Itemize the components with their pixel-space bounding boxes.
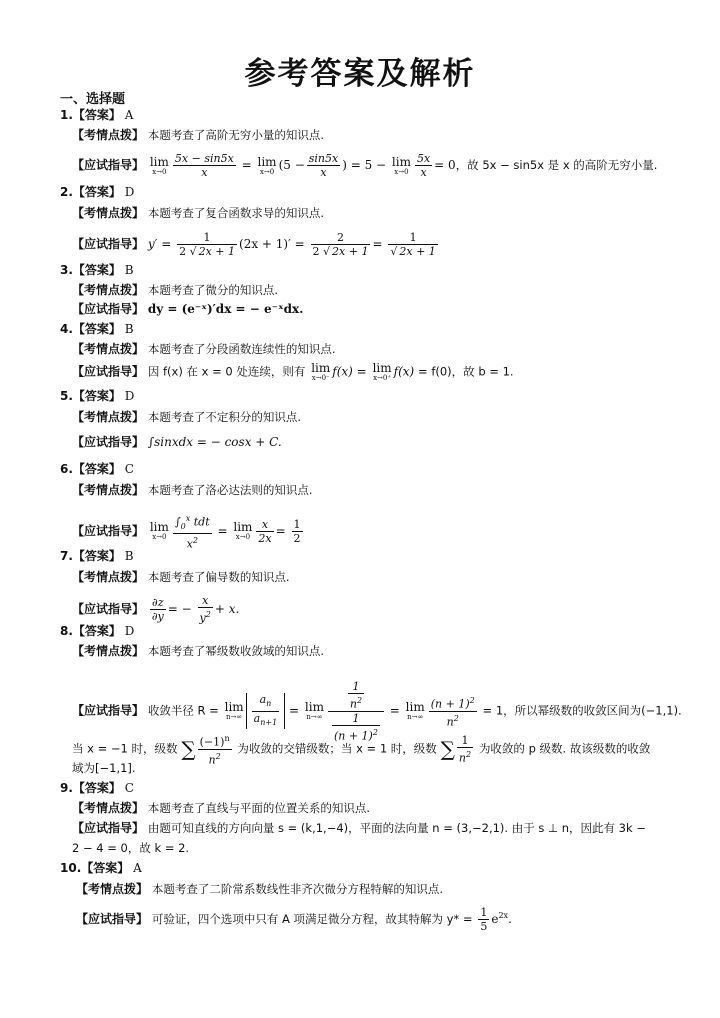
item-6-guide: 【应试指导】 lim x→0 $\frac{\int_0^x tdt}{x^2}$ = lim x→0 $\frac{x}{2x}$ = $\frac{1}{2}$ bbox=[72, 514, 301, 551]
item-7-guide: 【应试指导】 $\frac{\partial z}{\partial y}$ = − $\frac{x}{y^2}$ + x. bbox=[72, 594, 240, 625]
item-4-guide: 【应试指导】 因 f(x) 在 x = 0 处连续，则有 lim x→0⁻ f(x) = lim x→0⁺ f(x) = f(0)，故 b = 1. bbox=[72, 361, 514, 382]
item-5-point: 【考情点拨】 本题考查了不定积分的知识点. bbox=[72, 410, 301, 424]
item-8-guide: 【应试指导】 收敛半径 R = lim n→∞ $\frac{a_n}{a_{n+1}}$ = lim n→∞ $\frac{\frac{1}{n^2}}{\frac{1}{(n + 1)^2}}$ = lim n→∞ $\frac{(n + 1)^2}{n^2}$ = 1，所以幂级数的收敛区间为(−1,1). bbox=[72, 680, 682, 743]
item-10-point: 【考情点拨】 本题考查了二阶常系数线性非齐次微分方程特解的知识点. bbox=[76, 882, 443, 896]
item-4-point: 【考情点拨】 本题考查了分段函数连续性的知识点. bbox=[72, 342, 336, 356]
item-8-point: 【考情点拨】 本题考查了幂级数收敛域的知识点. bbox=[72, 644, 324, 658]
section-heading: 一、选择题 bbox=[60, 92, 126, 107]
item-7-answer: 7.【答案】 B bbox=[60, 549, 134, 563]
item-8-guide-line3: 域为[−1,1]. bbox=[72, 761, 136, 775]
item-1-guide: 【应试指导】 lim x→0 $\frac{5x - \sin 5x}{x}$ = lim x→0 (5 − $\frac{\sin 5x}{x}$ ) = 5 − lim x→0 $\frac{5x}{x}$ = 0，故 5x − sin5x 是 x 的高阶无穷小量. bbox=[72, 152, 658, 179]
item-3-answer: 3.【答案】 B bbox=[60, 263, 134, 277]
item-2-guide: 【应试指导】 y′ = $\frac{1}{2 √ 2x + 1}$ (2x + 1)′ = $\frac{2}{2 √ 2x + 1}$ = $\frac{1}{√ 2x + 1}$ bbox=[72, 231, 436, 258]
item-10-answer: 10.【答案】 A bbox=[60, 861, 142, 875]
item-10-guide: 【应试指导】 可验证，四个选项中只有 A 项满足微分方程，故其特解为 y* = $\frac{1}{5}$ $e^{2x}$. bbox=[76, 906, 512, 933]
item-9-point: 【考情点拨】 本题考查了直线与平面的位置关系的知识点. bbox=[72, 801, 370, 815]
item-9-guide: 【应试指导】 由题可知直线的方向向量 s = (k,1,−4)，平面的法向量 n = (3,−2,1). 由于 s ⊥ n，因此有 3k − bbox=[72, 821, 646, 835]
item-4-answer: 4.【答案】 B bbox=[60, 322, 134, 336]
item-9-answer: 9.【答案】 C bbox=[60, 781, 134, 795]
item-6-answer: 6.【答案】 C bbox=[60, 462, 134, 476]
item-2-point: 【考情点拨】 本题考查了复合函数求导的知识点. bbox=[72, 206, 324, 220]
item-3-guide: 【应试指导】 dy = (e⁻ˣ)′dx = − e⁻ˣdx. bbox=[72, 302, 304, 316]
item-6-point: 【考情点拨】 本题考查了洛必达法则的知识点. bbox=[72, 483, 313, 497]
item-1-point: 【考情点拨】 本题考查了高阶无穷小量的知识点. bbox=[72, 128, 324, 142]
item-9-guide-line2: 2 − 4 = 0，故 k = 2. bbox=[72, 841, 190, 855]
item-5-answer: 5.【答案】 D bbox=[60, 389, 135, 403]
page-title: 参考答案及解析 bbox=[244, 56, 476, 92]
item-7-point: 【考情点拨】 本题考查了偏导数的知识点. bbox=[72, 570, 290, 584]
item-2-answer: 2.【答案】 D bbox=[60, 185, 135, 199]
item-8-answer: 8.【答案】 D bbox=[60, 624, 135, 638]
item-5-guide: 【应试指导】 ∫sinxdx = − cosx + C. bbox=[72, 435, 282, 449]
item-3-point: 【考情点拨】 本题考查了微分的知识点. bbox=[72, 283, 278, 297]
item-1-answer: 1.【答案】 A bbox=[60, 108, 134, 122]
item-8-guide-line2: 当 x = −1 时，级数 ∑ $\frac{(-1)^n}{n^2}$ 为收敛的交错级数；当 x = 1 时，级数 ∑ $\frac{1}{n^2}$ 为收敛的 p 级数. 故该级数的收敛 bbox=[72, 733, 651, 767]
